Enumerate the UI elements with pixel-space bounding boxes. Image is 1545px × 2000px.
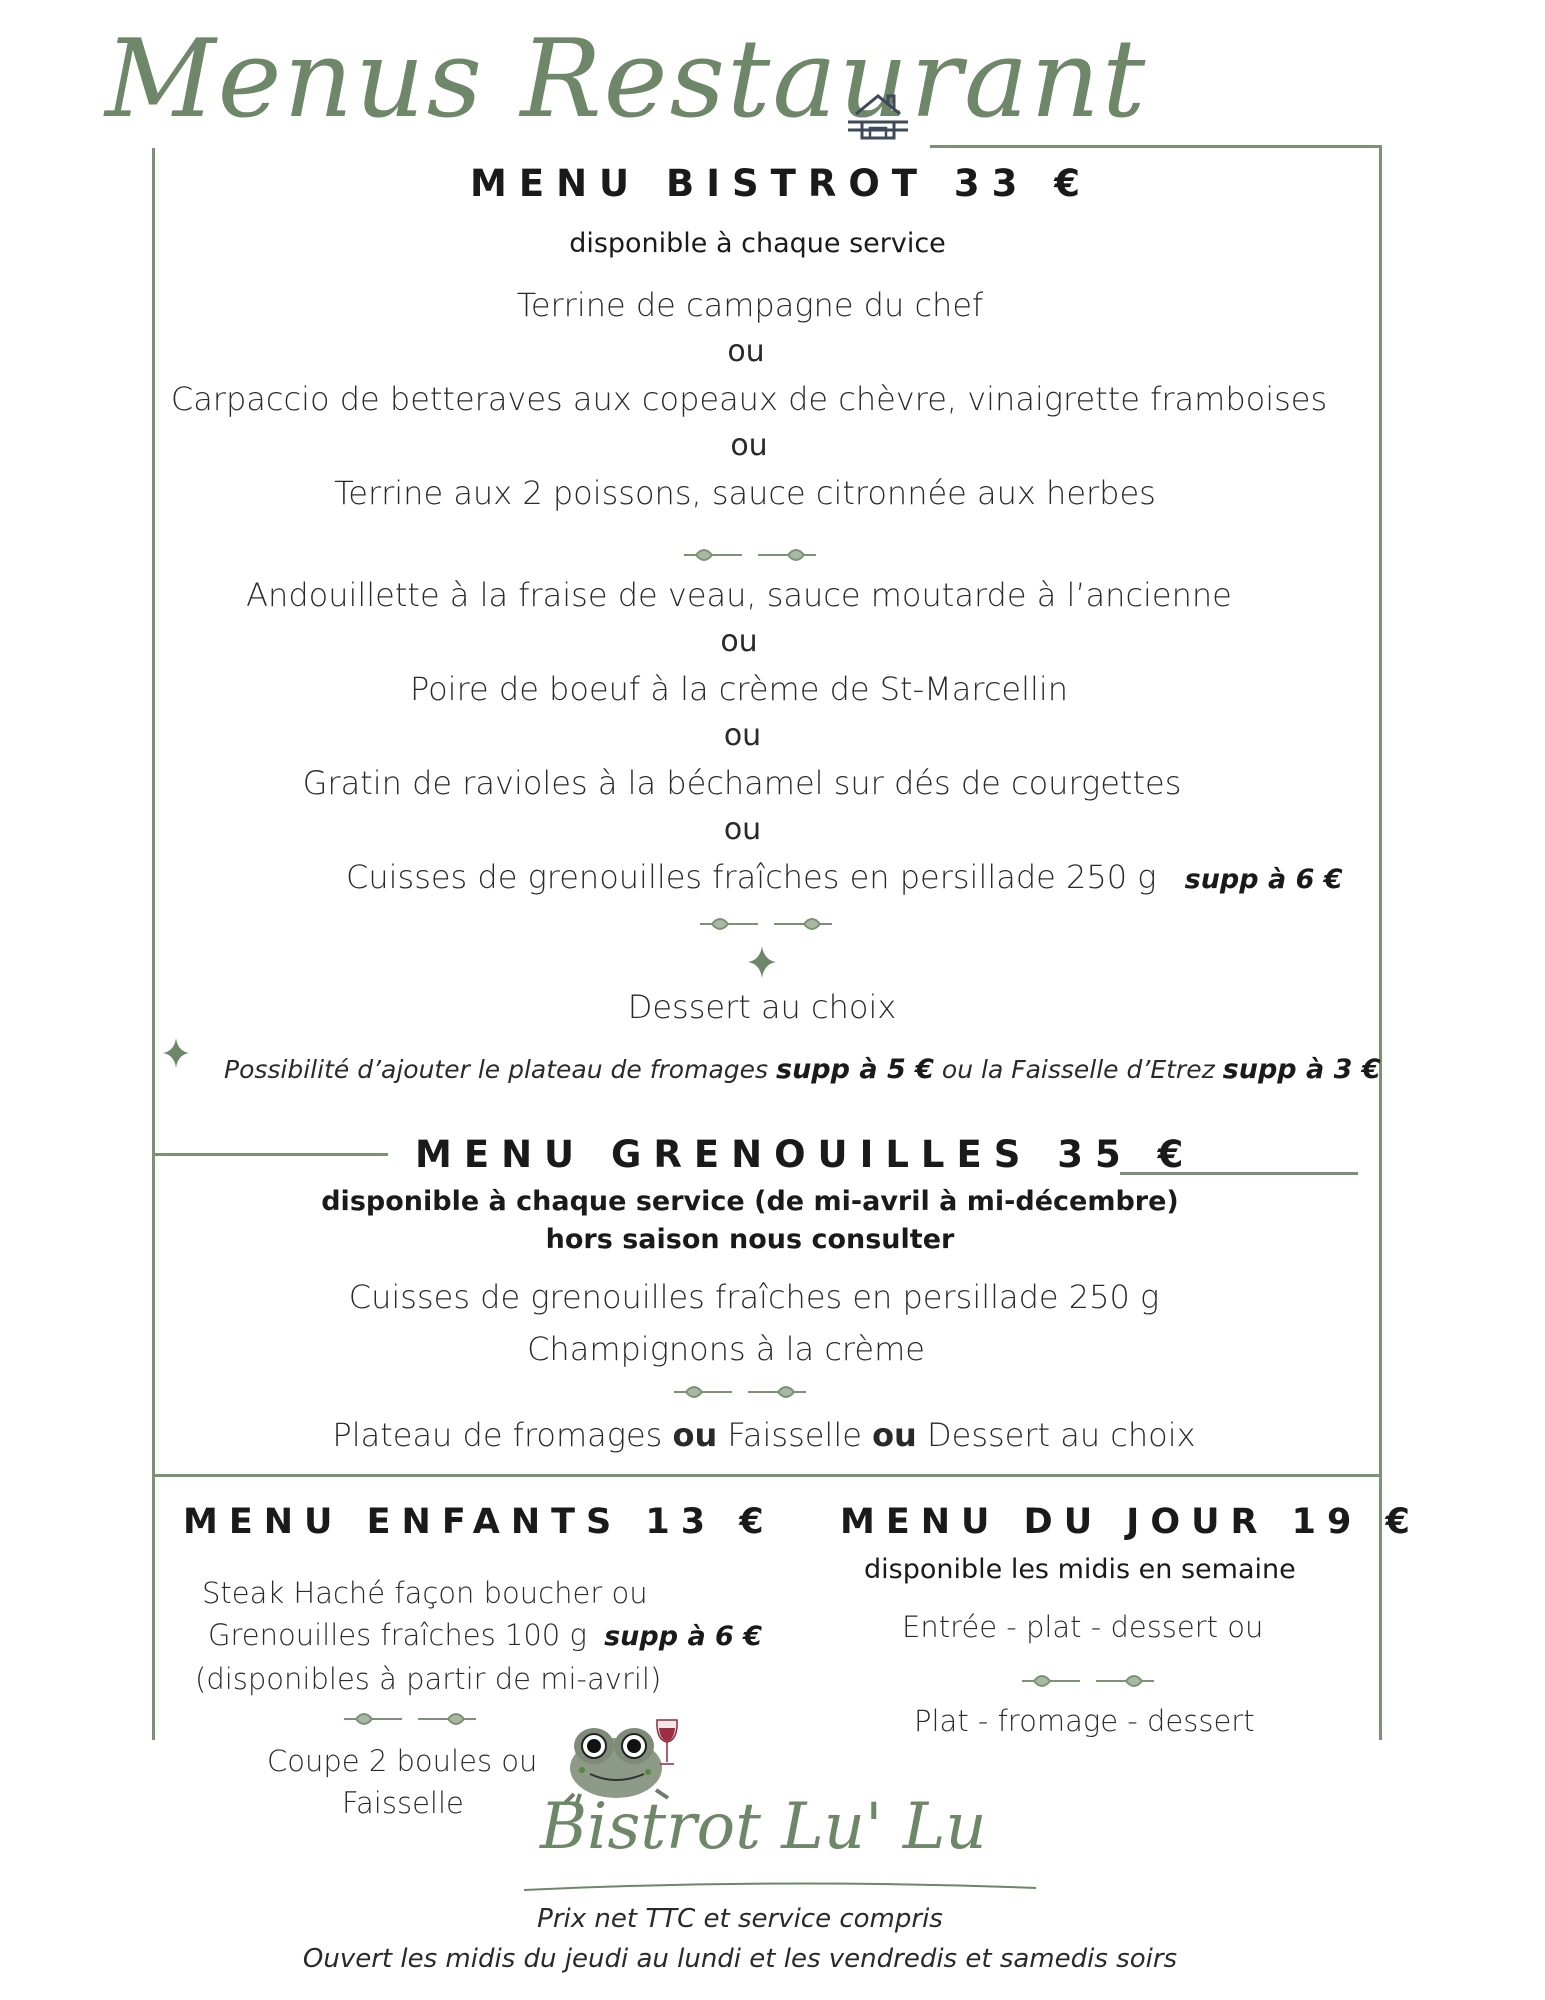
brand-underline <box>520 1880 1040 1894</box>
bistrot-note <box>224 1054 1381 1085</box>
grenouilles-item-2: Champignons à la crème <box>527 1330 925 1368</box>
bistrot-main-2: Poire de boeuf à la crème de St-Marcellin <box>409 670 1069 708</box>
enfants-line-4: Coupe 2 boules ou <box>267 1744 538 1778</box>
wine-glass-icon <box>654 1718 680 1768</box>
jour-line-1: Entrée - plat - dessert ou <box>902 1610 1264 1644</box>
enfants-line-2-row <box>208 1618 762 1652</box>
grenouilles-end-or-1: ou <box>672 1416 718 1454</box>
jour-title: MENU DU JOUR 19 € <box>840 1502 1421 1542</box>
bistrot-note-text-1: Possibilité d’ajouter le plateau de fromages <box>224 1055 777 1084</box>
enfants-line-3: (disponibles à partir de mi-avril) <box>195 1662 662 1696</box>
jour-line-2: Plat - fromage - dessert <box>914 1704 1255 1738</box>
leaf-divider-icon <box>680 543 820 567</box>
bistrot-dessert: Dessert au choix <box>627 988 897 1026</box>
bistrot-starter-1: Terrine de campagne du chef <box>516 286 984 324</box>
bistrot-or-2: ou <box>730 428 768 463</box>
leaf-divider-icon <box>696 912 836 936</box>
bistrot-main-4-row <box>346 858 1343 896</box>
bistrot-starter-2: Carpaccio de betteraves aux copeaux de chèvre, vinaigrette framboises <box>170 380 1328 418</box>
bistrot-or-3: ou <box>720 624 758 659</box>
enfants-line-2-supp: supp à 6 € <box>604 1621 763 1652</box>
grenouilles-item-1: Cuisses de grenouilles fraîches en persillade 250 g <box>348 1278 1160 1316</box>
bistrot-or-5: ou <box>723 812 762 847</box>
frame-top-line <box>930 145 1382 148</box>
enfants-line-1: Steak Haché façon boucher ou <box>202 1576 648 1610</box>
grenouilles-subtitle-1: disponible à chaque service (de mi-avril à mi-décembre) <box>321 1186 1179 1217</box>
brand-logo: Bistrot Lu' Lu <box>540 1790 987 1864</box>
grenouilles-title: MENU GRENOUILLES 35 € <box>415 1133 1196 1176</box>
enfants-title: MENU ENFANTS 13 € <box>183 1502 775 1542</box>
bistrot-subtitle: disponible à chaque service <box>569 228 946 259</box>
enfants-line-5: Faisselle <box>342 1786 464 1820</box>
grenouilles-subtitle-2: hors saison nous consulter <box>545 1224 955 1255</box>
bistrot-title: MENU BISTROT 33 € <box>470 162 1093 205</box>
bistrot-starter-3: Terrine aux 2 poissons, sauce citronnée aux herbes <box>334 474 1156 512</box>
grenouilles-end-line <box>0 1416 1528 1454</box>
footer-line-1: Prix net TTC et service compris <box>537 1904 943 1934</box>
bistrot-main-4-supp: supp à 6 € <box>1184 864 1343 895</box>
bistrot-main-3: Gratin de ravioles à la béchamel sur dés de courgettes <box>302 764 1182 802</box>
bistrot-note-supp-2: supp à 3 € <box>1222 1054 1381 1085</box>
bistrot-main-4: Cuisses de grenouilles fraîches en persillade 250 g <box>346 858 1157 896</box>
bistrot-note-supp-1: supp à 5 € <box>776 1054 934 1085</box>
bistrot-main-1: Andouillette à la fraise de veau, sauce moutarde à l’ancienne <box>246 576 1232 614</box>
page-title-text: Menus Restaurant <box>105 17 1148 142</box>
footer-line-2: Ouvert les midis du jeudi au lundi et les vendredis et samedis soirs <box>302 1944 1178 1974</box>
grenouilles-end-a: Plateau de fromages <box>332 1416 673 1454</box>
jour-subtitle: disponible les midis en semaine <box>864 1554 1296 1585</box>
bistrot-note-text-2: ou la Faisselle d’Etrez <box>933 1055 1223 1084</box>
bistrot-or-1: ou <box>727 334 765 369</box>
leaf-divider-icon <box>1018 1669 1158 1693</box>
page-title <box>105 10 1147 150</box>
grenouilles-end-b: Faisselle <box>717 1416 873 1454</box>
leaf-divider-icon <box>340 1707 480 1731</box>
frame-grenouilles-left-line <box>152 1153 388 1156</box>
grenouilles-end-c: Dessert au choix <box>916 1416 1196 1454</box>
sparkle-icon <box>748 946 776 978</box>
leaf-divider-icon <box>670 1380 810 1404</box>
sparkle-icon <box>163 1038 189 1068</box>
grenouilles-end-or-2: ou <box>872 1416 917 1454</box>
frame-bottom-section-line <box>152 1474 1382 1477</box>
enfants-line-2: Grenouilles fraîches 100 g <box>208 1618 587 1652</box>
house-icon <box>848 90 908 142</box>
bistrot-or-4: ou <box>723 718 762 753</box>
